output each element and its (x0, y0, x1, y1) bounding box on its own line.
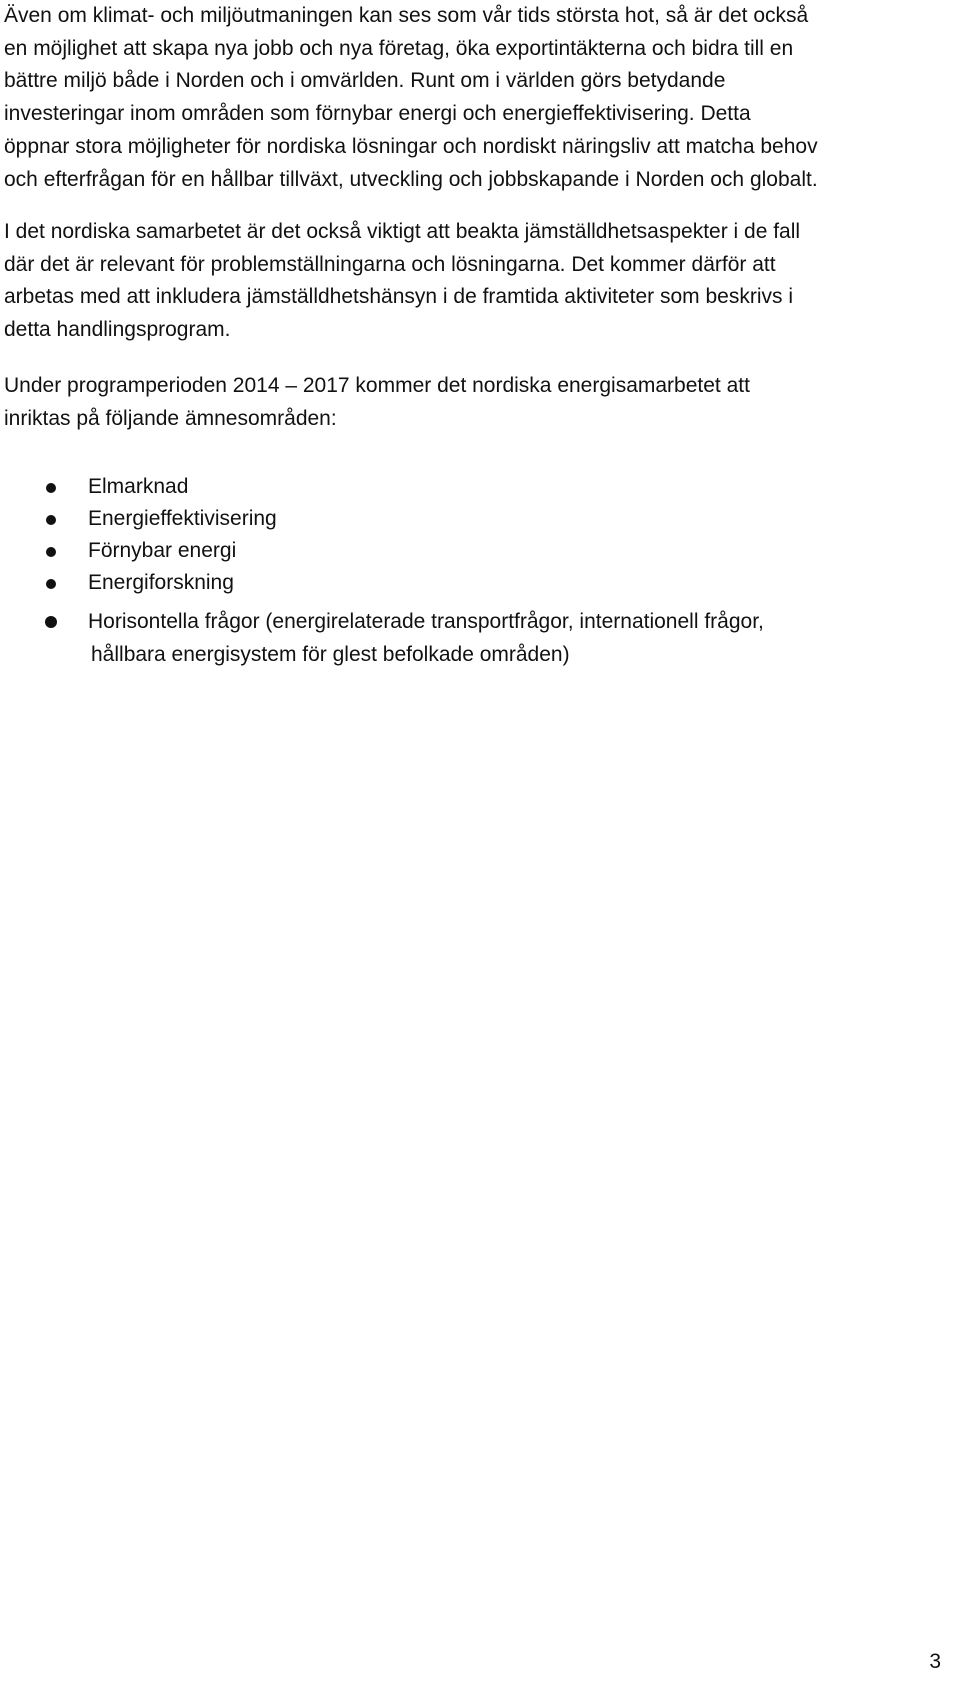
text-line: investeringar inom områden som förnybar energi och energieffektivisering. Detta (4, 102, 751, 126)
text-line: I det nordiska samarbetet är det också viktigt att beakta jämställdhetsaspekter i de fall (4, 220, 801, 243)
page-number: 3 (929, 1650, 941, 1673)
list-item-continuation: hållbara energisystem för glest befolkade områden) (91, 643, 570, 666)
list-item-label: Elmarknad (88, 475, 189, 498)
text-line: öppnar stora möjligheter för nordiska lösningar och nordiskt näringsliv att matcha behov (4, 134, 818, 158)
list-item (4, 605, 764, 671)
text-line: där det är relevant för problemställningarna och lösningarna. Det kommer därför att (4, 252, 776, 276)
topic-bullet-list (4, 471, 764, 671)
text-line: detta handlingsprogram. (4, 318, 231, 342)
text-line: en möjlighet att skapa nya jobb och nya företag, öka exportintäkterna och bidra till en (4, 36, 794, 60)
bullet-icon (46, 547, 56, 557)
list-item-label: Energieffektivisering (88, 507, 277, 530)
paragraph-gender-equality (4, 216, 800, 347)
list-item (4, 503, 764, 535)
bullet-icon (46, 483, 56, 493)
bullet-icon (45, 616, 57, 628)
list-item-label: Horisontella frågor (energirelaterade transportfrågor, internationell frågor, (88, 610, 764, 633)
bullet-icon (46, 515, 56, 525)
list-item-label: Energiforskning (88, 571, 234, 594)
text-line: bättre miljö både i Norden och i omvärlden. Runt om i världen görs betydande (4, 69, 726, 93)
text-line: och efterfrågan för en hållbar tillväxt, utveckling och jobbskapande i Norden och globalt. (4, 167, 818, 191)
list-item-label: Förnybar energi (88, 539, 237, 562)
list-item (4, 567, 764, 599)
text-line: Under programperioden 2014 – 2017 kommer det nordiska energisamarbetet att (4, 374, 750, 397)
paragraph-climate-opportunity (4, 0, 818, 196)
paragraph-program-period (4, 370, 750, 435)
bullet-icon (46, 579, 56, 589)
text-line: inriktas på följande ämnesområden: (4, 406, 337, 430)
text-line: arbetas med att inkludera jämställdhetshänsyn i de framtida aktiviteter som beskrivs i (4, 285, 794, 309)
text-line: Även om klimat- och miljöutmaningen kan ses som vår tids största hot, så är det också (4, 4, 809, 27)
list-item (4, 535, 764, 567)
list-item (4, 471, 764, 503)
